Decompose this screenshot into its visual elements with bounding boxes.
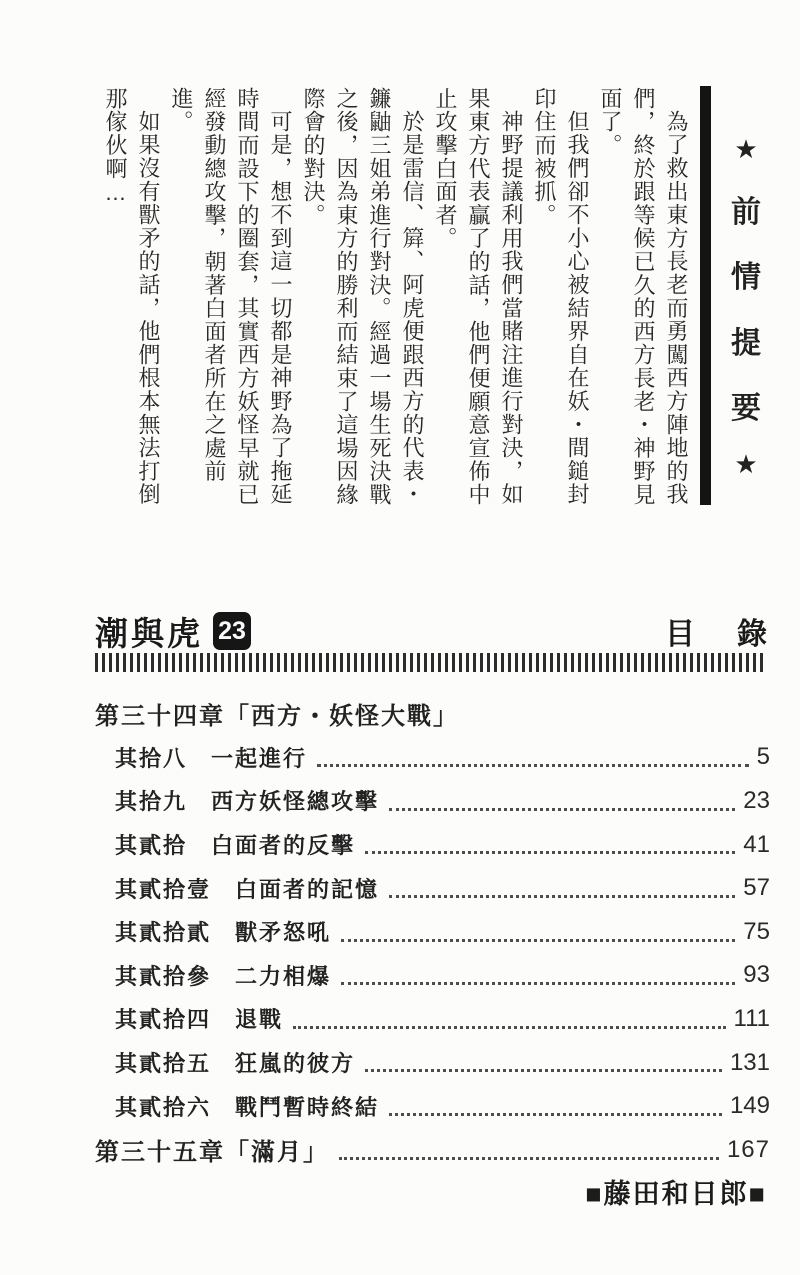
toc-list xyxy=(95,692,770,1172)
synopsis-paragraph: 神野提議利用我們當賭注進行對決，如果東方代表贏了的話，他們便願意宣佈中止攻擊白面者。 xyxy=(433,87,524,507)
toc-entry-row xyxy=(95,910,770,954)
toc-entry-title: 退戰 xyxy=(235,1007,284,1033)
dot-leader xyxy=(341,910,735,942)
toc-entry-row xyxy=(95,779,770,823)
synopsis-text xyxy=(99,87,693,509)
vertical-divider-bar xyxy=(700,86,711,505)
toc-chapter-row xyxy=(95,1128,770,1172)
toc-entry-number: 其貳拾參 xyxy=(115,963,212,989)
synopsis-paragraph: 但我們卻不小心被結界自在妖・間鎚封印住而被抓。 xyxy=(532,87,590,507)
toc-entry-number: 其貳拾四 xyxy=(115,1007,212,1033)
toc-entry-title: 戰鬥暫時終結 xyxy=(235,1094,380,1120)
toc-entry-title: 白面者的反擊 xyxy=(211,833,356,859)
dot-leader xyxy=(389,1084,722,1116)
toc-entry-row xyxy=(95,823,770,867)
toc-page-number: 131 xyxy=(729,1048,770,1076)
toc-entry-number: 其貳拾貳 xyxy=(115,920,212,946)
toc-page-number: 93 xyxy=(743,961,770,989)
toc-chapter-title: 第三十四章「西方・妖怪大戰」 xyxy=(95,703,459,731)
synopsis-paragraph: 如果沒有獸矛的話，他們根本無法打倒那傢伙啊… xyxy=(103,87,161,507)
toc-entry-number: 其貳拾五 xyxy=(115,1051,212,1077)
toc-entry-title: 二力相爆 xyxy=(235,963,332,989)
synopsis-heading-char: 提 xyxy=(731,326,761,360)
synopsis-heading-char: 前 xyxy=(731,195,761,229)
toc-entry-title: 一起進行 xyxy=(211,745,308,771)
toc-entry-title: 獸矛怒吼 xyxy=(235,920,332,946)
toc-chapter-title: 第三十五章「滿月」 xyxy=(95,1139,329,1167)
toc-entry-title: 狂嵐的彼方 xyxy=(235,1051,356,1077)
toc-entry-number: 其貳拾壹 xyxy=(115,876,212,902)
toc-entry-row xyxy=(95,954,770,998)
toc-page-number: 167 xyxy=(726,1135,770,1163)
series-title: 潮與虎 xyxy=(95,614,203,652)
star-icon: ★ xyxy=(734,448,758,479)
dot-leader xyxy=(317,736,749,768)
toc-entry-row xyxy=(95,1084,770,1128)
toc-entry-row xyxy=(95,997,770,1041)
toc-page-number: 75 xyxy=(743,917,770,945)
synopsis-heading xyxy=(724,134,768,480)
toc-entry-number: 其拾九 xyxy=(115,789,188,815)
toc-page-number: 41 xyxy=(743,830,770,858)
dot-leader xyxy=(389,779,735,811)
toc-page-number: 57 xyxy=(743,874,770,902)
synopsis-paragraph: 可是，想不到這一切都是神野為了拖延時間而設下的圈套，其實西方妖怪早就已經發動總攻擊，朝著白面者所在之處前進。 xyxy=(169,87,293,507)
toc-page-number: 111 xyxy=(733,1004,770,1032)
author-credit: ■藤田和日郎■ xyxy=(585,1179,767,1209)
dot-leader xyxy=(365,823,735,855)
dot-leader xyxy=(365,1041,722,1073)
toc-label-char: 錄 xyxy=(737,618,767,651)
synopsis-heading-char: 情 xyxy=(731,261,761,295)
dot-leader xyxy=(339,1128,719,1160)
toc-page-number: 149 xyxy=(729,1092,770,1120)
toc-entry-row xyxy=(95,866,770,910)
toc-entry-title: 白面者的記憶 xyxy=(235,876,380,902)
dot-leader xyxy=(389,866,735,898)
synopsis-paragraph: 為了救出東方長老而勇闖西方陣地的我們，終於跟等候已久的西方長老・神野見面了。 xyxy=(598,87,689,507)
toc-entry-title: 西方妖怪總攻擊 xyxy=(211,789,380,815)
toc-page-number: 5 xyxy=(756,743,770,771)
synopsis-heading-char: 要 xyxy=(731,392,761,426)
dot-leader xyxy=(341,954,735,986)
toc-chapter-row xyxy=(95,692,770,736)
toc-entry-number: 其貳拾 xyxy=(115,833,188,859)
striped-divider-rule xyxy=(95,653,767,672)
toc-entry-number: 其貳拾六 xyxy=(115,1094,212,1120)
toc-entry-row xyxy=(95,736,770,780)
star-icon: ★ xyxy=(734,134,758,164)
toc-label-char: 目 xyxy=(665,618,695,651)
toc-entry-row xyxy=(95,1041,770,1085)
toc-entry-number: 其拾八 xyxy=(115,745,188,771)
synopsis-paragraph: 於是雷信、簈、阿虎便跟西方的代表・鐮鼬三姐弟進行對決。經過一場生死決戰之後，因為東方的勝利而結束了這場因緣際會的對決。 xyxy=(301,87,425,507)
toc-header xyxy=(95,610,767,652)
volume-number-badge: 23 xyxy=(213,612,251,650)
toc-page-number: 23 xyxy=(743,786,770,814)
dot-leader xyxy=(293,997,725,1029)
toc-title-label xyxy=(665,609,767,653)
